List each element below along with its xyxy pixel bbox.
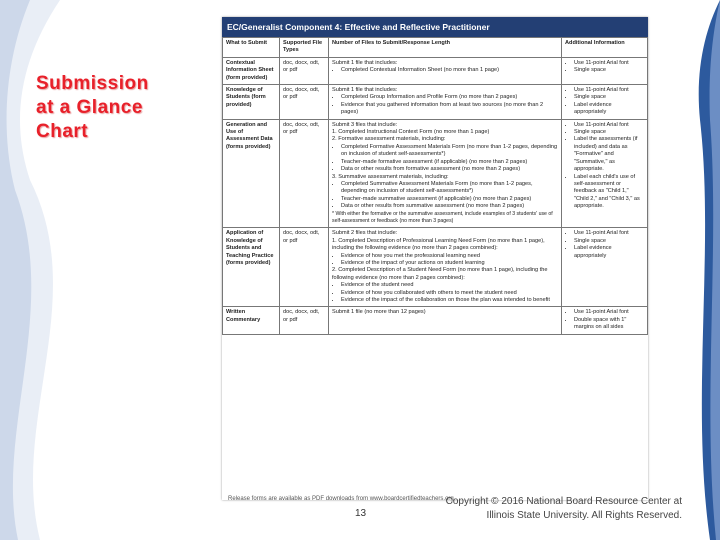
submission-lead: Submit 1 file that includes: — [332, 87, 398, 94]
file-list — [332, 67, 558, 74]
info-list-item: • Use 11-point Arial font — [574, 122, 644, 129]
section-list-item: • Completed Formative Assessment Materials Form (no more than 1-2 pages, depending on inclusion of student self-assessments*) — [341, 144, 558, 159]
what-to-submit-cell — [223, 119, 280, 228]
file-types-cell: doc, docx, odt, or pdf — [280, 119, 329, 228]
section-list — [332, 181, 558, 211]
what-to-submit-text: Contextual Information Sheet (form provided) — [226, 59, 274, 81]
section-list-item: • Evidence of the student need — [341, 282, 558, 289]
section-list-item: • Teacher-made formative assessment (if applicable) (no more than 2 pages) — [341, 159, 558, 166]
column-header-files: Number of Files to Submit/Response Length — [329, 38, 562, 58]
table-row — [223, 57, 648, 84]
file-types-cell: doc, docx, odt, or pdf — [280, 228, 329, 307]
additional-info-cell — [562, 85, 648, 120]
file-list-item: • Completed Contextual Information Sheet (no more than 1 page) — [341, 67, 558, 74]
page-number: 13 — [355, 508, 367, 519]
info-list-item: • Single space — [574, 94, 644, 101]
submission-lead: Submit 1 file (no more than 12 pages) — [332, 309, 426, 316]
section-title: 1. Completed Instructional Context Form (no more than 1 page) — [332, 129, 490, 136]
section-list — [332, 253, 558, 268]
section-list — [332, 144, 558, 174]
section-title: 2. Formative assessment materials, including: — [332, 136, 446, 143]
section-list-item: • Evidence of how you met the professional learning need — [341, 253, 558, 260]
info-list — [565, 309, 644, 331]
info-list-item: • Single space — [574, 238, 644, 245]
additional-info-cell — [562, 307, 648, 334]
additional-info-cell — [562, 228, 648, 307]
what-to-submit-cell — [223, 57, 280, 84]
copyright-notice: Copyright © 2016 National Board Resource Center at Illinois State University. All Rights Reserved. — [445, 496, 682, 521]
section-list-item: • Completed Summative Assessment Materials Form (no more than 1-2 pages, depending on inclusion of student self-assessments*) — [341, 181, 558, 196]
info-list-item: • Use 11-point Arial font — [574, 60, 644, 67]
info-list — [565, 87, 644, 117]
slide-title: Submission at a Glance Chart — [36, 73, 149, 142]
files-to-submit-cell — [329, 228, 562, 307]
section-title: 3. Summative assessment materials, including: — [332, 173, 449, 180]
table-row — [223, 307, 648, 334]
section-title: 1. Completed Description of Professional Learning Need Form (no more than 1 page), including the following evidence (no more than 2 pages combined): — [332, 237, 545, 252]
column-header-types: Supported File Types — [280, 38, 329, 58]
what-to-submit-text: Generation and Use of Assessment Data (forms provided) — [226, 121, 273, 150]
file-types-cell: doc, docx, odt, or pdf — [280, 85, 329, 120]
info-list-item: • Double space with 1" margins on all sides — [574, 317, 644, 332]
file-list-item: • Evidence that you gathered information from at least two sources (no more than 2 pages) — [341, 102, 558, 117]
section-note: * With either the formative or the summative assessment, include examples of 3 students' use of self-assessment or feedback (no more than 3 pages) — [332, 210, 553, 224]
what-to-submit-cell — [223, 85, 280, 120]
table-row — [223, 228, 648, 307]
submission-table — [222, 37, 648, 335]
section-list-item: • Evidence of the impact of the collaboration on those the plan was intended to benefit — [341, 297, 558, 304]
what-to-submit-cell — [223, 307, 280, 334]
submission-lead: Submit 2 files that include: — [332, 230, 398, 237]
what-to-submit-text: Application of Knowledge of Students and Teaching Practice (forms provided) — [226, 230, 274, 266]
submission-lead: Submit 3 files that include: — [332, 121, 398, 128]
column-header-info: Additional Information — [562, 38, 648, 58]
info-list-item: • Use 11-point Arial font — [574, 230, 644, 237]
info-list-item: • Label each child's use of self-assessment or feedback as "Child 1," "Child 2," and "Child 3," as appropriate. — [574, 174, 644, 211]
info-list-item: • Label evidence appropriately — [574, 102, 644, 117]
info-list — [565, 60, 644, 75]
what-to-submit-text: Written Commentary — [226, 309, 261, 323]
info-list-item: • Use 11-point Arial font — [574, 87, 644, 94]
info-list-item: • Single space — [574, 129, 644, 136]
info-list — [565, 122, 644, 211]
files-to-submit-cell — [329, 85, 562, 120]
file-list-item: • Completed Group Information and Profile Form (no more than 2 pages) — [341, 94, 558, 101]
section-list-item: • Evidence of how you collaborated with others to meet the student need — [341, 290, 558, 297]
info-list-item: • Label the assessments (if included) and data as "Formative" and "Summative," as appropriate. — [574, 136, 644, 173]
section-list-item: • Teacher-made summative assessment (if applicable) (no more than 2 pages) — [341, 196, 558, 203]
section-list-item: • Evidence of the impact of your actions on student learning — [341, 260, 558, 267]
submission-chart-document — [222, 17, 648, 500]
info-list-item: • Label evidence appropriately — [574, 245, 644, 260]
additional-info-cell — [562, 57, 648, 84]
files-to-submit-cell — [329, 307, 562, 334]
section-list — [332, 282, 558, 304]
table-header-row — [223, 38, 648, 58]
info-list-item: • Use 11-point Arial font — [574, 309, 644, 316]
section-title: 2. Completed Description of a Student Need Form (no more than 1 page), including the following evidence (no more than 2 pages combined): — [332, 267, 548, 281]
decorative-stripe — [680, 0, 720, 540]
what-to-submit-text: Knowledge of Students (form provided) — [226, 87, 266, 108]
info-list — [565, 230, 644, 260]
files-to-submit-cell — [329, 57, 562, 84]
table-row — [223, 119, 648, 228]
files-to-submit-cell — [329, 119, 562, 228]
additional-info-cell — [562, 119, 648, 228]
file-types-cell: doc, docx, odt, or pdf — [280, 57, 329, 84]
section-list-item: • Data or other results from summative assessment (no more than 2 pages) — [341, 203, 558, 210]
table-row — [223, 85, 648, 120]
document-header: EC/Generalist Component 4: Effective and Reflective Practitioner — [222, 17, 648, 37]
section-list-item: • Data or other results from formative assessment (no more than 2 pages) — [341, 166, 558, 173]
submission-lead: Submit 1 file that includes: — [332, 59, 398, 66]
info-list-item: • Single space — [574, 67, 644, 74]
what-to-submit-cell — [223, 228, 280, 307]
document-footnote: Release forms are available as PDF downloads from www.boardcertifiedteachers.org — [228, 496, 454, 502]
file-list — [332, 94, 558, 116]
file-types-cell: doc, docx, odt, or pdf — [280, 307, 329, 334]
column-header-what: What to Submit — [223, 38, 280, 58]
